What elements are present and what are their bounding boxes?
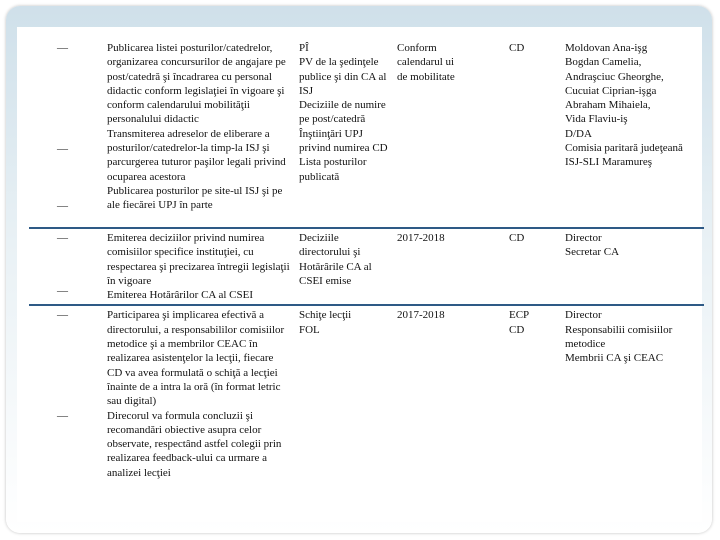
term-text: Conform calendarul ui de mobilitate <box>397 42 455 83</box>
activity-item: Emiterea deciziilor privind numirea comisiilor specifice instituţiei, cu respectarea şi precizarea întregii legislaţii în vigoare <box>107 232 290 287</box>
term-text: 2017-2018 <box>397 232 445 244</box>
term-cell <box>393 228 505 305</box>
activity-item: Transmiterea adreselor de eliberare a posturilor/catedrelor-la timp-la ISJ şi parcurgerea tuturor paşilor legali privind ocuparea acestora <box>107 127 286 183</box>
evidence-cell <box>295 305 393 482</box>
dash-marker: — <box>57 285 68 297</box>
table-row <box>29 228 704 305</box>
evidence-cell <box>295 39 393 228</box>
dash-marker: — <box>57 143 68 155</box>
term-text: 2017-2018 <box>397 309 445 322</box>
dash-column <box>29 39 103 228</box>
dash-marker: — <box>57 200 68 212</box>
dash-marker: — <box>57 309 68 322</box>
evidence-text: Schiţe lecţii FOL <box>299 309 352 336</box>
responsible-cell <box>561 39 704 228</box>
dash-marker: — <box>57 232 68 244</box>
table-row <box>29 305 704 482</box>
evidence-cell <box>295 228 393 305</box>
responsible-text: Director Responsabilii comisiilor metodice Membrii CA şi CEAC <box>565 309 673 365</box>
evidence-text: Deciziile directorului şi Hotărârile CA al CSEI emise <box>299 232 372 287</box>
activity-item: Emiterea Hotărârilor CA al CSEI <box>107 289 254 302</box>
dash-column <box>29 305 103 482</box>
activity-item: Publicarea listei posturilor/catedrelor, organizarea concursurilor de angajare pe post/catedră şi încadrarea cu personal didactic conform legislaţiei în vigoare şi conform calendarului mobilităţii personalului didactic <box>107 42 286 126</box>
responsible-cell <box>561 228 704 305</box>
dash-column <box>29 228 103 305</box>
activity-item: Participarea şi implicarea efectivă a directorului, a responsabililor comisiilor metodice şi a membrilor CEAC în realizarea asistenţelor la lecţii, fiecare CD va avea formulată o schiţă a lecţiei înainte de a intra la oră (în format letric sau digital) <box>107 309 285 408</box>
activity-item: Direcorul va formula concluzii şi recomandări obiective asupra celor observate, respectând astfel colegii prin realizarea feedback-ului ca urmare a analizei lecţiei <box>107 409 282 479</box>
activities-cell <box>103 228 295 305</box>
resources-text: CD <box>509 232 525 244</box>
action-plan-table <box>29 39 704 482</box>
dash-marker: — <box>57 42 68 54</box>
table-row <box>29 39 704 228</box>
responsible-text: Director Secretar CA <box>565 232 620 259</box>
resources-text: ECP CD <box>509 309 530 336</box>
resources-cell <box>505 305 561 482</box>
activity-item: Publicarea posturilor pe site-ul ISJ şi pe ale fiecărei UPJ în parte <box>107 184 283 212</box>
responsible-text: Moldovan Ana-işg Bogdan Camelia, Andraşciuc Gheorghe, Cucuiat Ciprian-işga Abraham Mihaiela, Vida Flaviu-iş D/DA Comisia paritară judeţeană ISJ-SLI Maramureş <box>565 42 683 169</box>
activities-cell <box>103 39 295 228</box>
responsible-cell <box>561 305 704 482</box>
evidence-text: PÎ PV de la şedinţele publice şi din CA al ISJ Deciziile de numire pe post/catedră Înştiinţări UPJ privind numirea CD Lista posturilor publicată <box>299 42 388 183</box>
term-cell <box>393 39 505 228</box>
resources-cell <box>505 228 561 305</box>
resources-text: CD <box>509 42 525 54</box>
term-cell <box>393 305 505 482</box>
activities-cell <box>103 305 295 482</box>
resources-cell <box>505 39 561 228</box>
dash-marker: — <box>57 410 68 423</box>
